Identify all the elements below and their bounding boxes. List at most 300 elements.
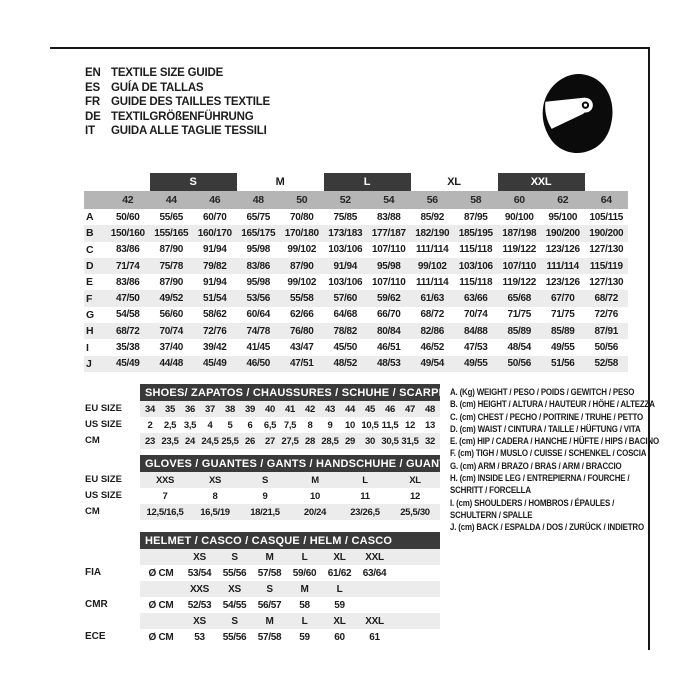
- shoes-eu-value: 46: [385, 403, 395, 415]
- language-code: EN: [85, 67, 101, 79]
- measure-value: 123/126: [545, 244, 580, 256]
- row-letter: E: [86, 276, 93, 289]
- shoes-cm-value: 30: [365, 435, 375, 447]
- main-size-table: [84, 172, 628, 372]
- shoes-us-value: 6,5: [263, 419, 277, 431]
- helmet-value: 55/56: [222, 567, 247, 579]
- measure-value: 90/100: [504, 211, 534, 223]
- language-title: GUIDA ALLE TAGLIE TESSILI: [111, 125, 267, 138]
- measure-value: 182/190: [415, 227, 450, 239]
- gloves-us-value: 8: [212, 490, 218, 502]
- cert-label-ece: ECE: [85, 631, 106, 642]
- size-group-s: S: [150, 173, 237, 191]
- measure-value: 85/92: [420, 211, 445, 223]
- shoes-cm-value: 27,5: [281, 435, 299, 447]
- measure-value: 83/86: [115, 276, 140, 288]
- helmet-value: 53: [194, 631, 205, 643]
- helmet-value: 59/60: [292, 567, 317, 579]
- shoes-cm-value: 30,5: [381, 435, 399, 447]
- size-col-54: 54: [383, 194, 395, 206]
- measure-row-g: [84, 307, 628, 323]
- measure-value: 115/118: [459, 276, 493, 288]
- measure-value: 58/62: [202, 309, 227, 321]
- measure-value: 50/56: [507, 358, 532, 370]
- shoes-eu-row: [140, 401, 440, 417]
- helmet-table: [140, 532, 440, 645]
- shoes-us-value: 2: [147, 419, 153, 431]
- measure-value: 107/110: [502, 260, 536, 272]
- measure-value: 51/54: [202, 293, 227, 305]
- size-group-row: [84, 172, 628, 191]
- helmet-size-row-cmr: [140, 581, 440, 597]
- measure-value: 45/49: [202, 358, 227, 370]
- gloves-us-value: 7: [162, 490, 168, 502]
- helmet-value: 57/58: [257, 567, 282, 579]
- shoes-cm-value: 24: [185, 435, 195, 447]
- measure-value: 46/51: [376, 342, 401, 354]
- language-code: IT: [85, 125, 95, 138]
- measure-value: 75/78: [159, 260, 184, 272]
- cm-label: CM: [85, 506, 100, 517]
- measure-value: 75/85: [333, 211, 358, 223]
- measure-value: 50/56: [594, 342, 619, 354]
- measure-value: 111/114: [416, 276, 449, 288]
- measure-row-f: [84, 290, 628, 306]
- shoes-us-row: [140, 417, 440, 433]
- shoes-cm-value: 28: [305, 435, 315, 447]
- helmet-size: XL: [333, 615, 346, 627]
- language-row-fr: [85, 95, 270, 110]
- measure-value: 74/78: [246, 325, 271, 337]
- measure-row-h: [84, 323, 628, 339]
- gloves-us-value: 12: [410, 490, 420, 502]
- measure-value: 87/90: [159, 244, 184, 256]
- measure-value: 70/74: [159, 325, 184, 337]
- measure-value: 50/60: [115, 211, 140, 223]
- size-col-58: 58: [470, 194, 482, 206]
- shoes-eu-value: 40: [265, 403, 275, 415]
- row-letter: F: [86, 292, 93, 305]
- language-row-en: [85, 66, 270, 81]
- measure-value: 155/165: [154, 227, 189, 239]
- measure-value: 119/122: [502, 244, 536, 256]
- size-col-46: 46: [209, 194, 221, 206]
- us-size-label: US SIZE: [85, 419, 122, 430]
- helmet-size-row-fia: [140, 549, 440, 565]
- measure-value: 56/60: [159, 309, 184, 321]
- gloves-cm-value: 16,5/19: [200, 506, 230, 518]
- measure-value: 61/63: [420, 293, 445, 305]
- legend-item-e: E. (cm) HIP / CADERA / HANCHE / HÜFTE / HIPS / BACINO: [450, 436, 659, 447]
- measurement-legend: [450, 386, 661, 534]
- measure-value: 66/70: [376, 309, 401, 321]
- helmet-header-bar: HELMET / CASCO / CASQUE / HELM / CASCO: [140, 532, 440, 549]
- shoes-eu-value: 48: [425, 403, 435, 415]
- measure-value: 45/49: [115, 358, 140, 370]
- gloves-eu-value: S: [261, 474, 269, 486]
- measure-value: 49/55: [463, 358, 488, 370]
- measure-value: 115/118: [459, 244, 493, 256]
- gloves-us-value: 10: [310, 490, 320, 502]
- diameter-cm-label: Ø CM: [148, 599, 174, 611]
- measure-value: 107/110: [372, 276, 406, 288]
- measure-value: 76/80: [289, 325, 314, 337]
- measure-value: 48/54: [507, 342, 532, 354]
- size-col-48: 48: [252, 194, 264, 206]
- helmet-size: S: [231, 615, 238, 627]
- helmet-size: L: [336, 583, 343, 595]
- helmet-value: 63/64: [362, 567, 387, 579]
- measure-value: 68/72: [420, 309, 445, 321]
- shoes-eu-value: 37: [205, 403, 215, 415]
- language-code: DE: [85, 110, 101, 123]
- helmet-value-row-ece: [140, 629, 440, 645]
- shoes-cm-value: 25,5: [221, 435, 239, 447]
- legend-item-h: H. (cm) INSIDE LEG / ENTREPIERNA / FOURCHE / SCHRITT / FORCELLA: [450, 473, 630, 496]
- size-group-xxl: XXL: [498, 173, 585, 191]
- measure-value: 67/70: [550, 293, 575, 305]
- measure-value: 53/56: [246, 293, 271, 305]
- size-col-50: 50: [296, 194, 308, 206]
- cert-label-cmr: CMR: [85, 599, 108, 610]
- measure-value: 173/183: [328, 227, 363, 239]
- helmet-size: XS: [228, 583, 241, 595]
- measure-value: 83/86: [246, 260, 271, 272]
- cert-label-fia: FIA: [85, 567, 102, 578]
- measure-value: 47/53: [463, 342, 488, 354]
- helmet-value: 52/53: [187, 599, 212, 611]
- measure-value: 103/106: [328, 244, 363, 256]
- shoes-cm-value: 27: [265, 435, 275, 447]
- diameter-cm-label: Ø CM: [148, 631, 174, 643]
- shoes-cm-value: 28,5: [321, 435, 339, 447]
- helmet-value: 56/57: [257, 599, 282, 611]
- size-group-m: M: [275, 175, 285, 188]
- measure-row-i: [84, 339, 628, 355]
- size-col-42: 42: [122, 194, 134, 206]
- shoes-us-value: 10,5: [361, 419, 379, 431]
- shoes-eu-value: 41: [285, 403, 295, 415]
- gloves-cm-value: 18/21,5: [250, 506, 280, 518]
- measure-value: 91/94: [333, 260, 358, 272]
- size-group-l: L: [324, 173, 411, 191]
- row-letter: B: [86, 227, 94, 240]
- measure-value: 190/200: [545, 227, 580, 239]
- measure-value: 47/50: [115, 293, 140, 305]
- language-title: TEXTILE SIZE GUIDE: [111, 67, 224, 79]
- measure-value: 87/95: [463, 211, 488, 223]
- shoes-eu-value: 35: [165, 403, 175, 415]
- shoes-us-value: 11,5: [381, 419, 399, 431]
- helmet-size-row-ece: [140, 613, 440, 629]
- language-code: FR: [85, 96, 100, 109]
- size-col-64: 64: [600, 194, 612, 206]
- shoes-eu-value: 43: [325, 403, 335, 415]
- measure-row-b: [84, 225, 628, 241]
- measure-value: 190/200: [589, 227, 624, 239]
- measure-value: 46/50: [246, 358, 271, 370]
- size-col-62: 62: [557, 194, 569, 206]
- us-size-label: US SIZE: [85, 490, 122, 501]
- shoes-us-value: 9: [327, 419, 333, 431]
- helmet-value: 61/62: [327, 567, 352, 579]
- measure-value: 187/198: [502, 227, 537, 239]
- measure-row-a: [84, 209, 628, 225]
- row-letter: C: [86, 243, 94, 256]
- measure-value: 105/115: [589, 211, 623, 223]
- language-title: GUÍA DE TALLAS: [111, 81, 204, 94]
- measure-value: 41/45: [246, 342, 271, 354]
- measure-value: 111/114: [546, 260, 579, 272]
- measure-value: 185/195: [458, 227, 493, 239]
- helmet-size: XS: [193, 615, 206, 627]
- diameter-cm-label: Ø CM: [148, 567, 174, 579]
- row-letter: I: [86, 341, 89, 354]
- measure-value: 83/86: [115, 244, 140, 256]
- measure-value: 107/110: [372, 244, 406, 256]
- measure-value: 65/68: [507, 293, 532, 305]
- shoes-us-value: 8: [307, 419, 313, 431]
- helmet-value-row-fia: [140, 565, 440, 581]
- helmet-size: S: [231, 551, 238, 563]
- measure-value: 127/130: [589, 244, 624, 256]
- gloves-eu-value: M: [311, 474, 319, 486]
- measure-value: 99/102: [417, 260, 447, 272]
- legend-item-i: I. (cm) SHOULDERS / HOMBROS / ÉPAULES / SCHULTERN / SPALLE: [450, 497, 615, 520]
- helmet-icon: [536, 70, 618, 160]
- measure-value: 103/106: [458, 260, 493, 272]
- helmet-value: 59: [334, 599, 345, 611]
- gloves-eu-value: L: [362, 474, 368, 486]
- measure-value: 87/91: [594, 325, 619, 337]
- measure-value: 46/52: [420, 342, 445, 354]
- measure-value: 55/65: [159, 211, 184, 223]
- measure-value: 39/42: [202, 342, 227, 354]
- shoes-us-value: 7,5: [283, 419, 297, 431]
- language-title: GUIDE DES TAILLES TEXTILE: [111, 96, 270, 109]
- helmet-size: L: [301, 551, 308, 563]
- measure-value: 68/72: [594, 293, 619, 305]
- measure-value: 72/76: [594, 309, 619, 321]
- helmet-value: 54/55: [222, 599, 247, 611]
- helmet-value: 61: [369, 631, 380, 643]
- measure-rows: [84, 209, 628, 372]
- measure-value: 52/58: [594, 358, 619, 370]
- gloves-cm-row: [140, 504, 440, 520]
- shoes-us-value: 2,5: [163, 419, 177, 431]
- legend-item-j: J. (cm) BACK / ESPALDA / DOS / ZURÜCK / INDIETRO: [450, 522, 644, 533]
- shoes-eu-value: 36: [185, 403, 195, 415]
- measure-value: 60/64: [246, 309, 271, 321]
- measure-value: 71/74: [115, 260, 140, 272]
- shoes-cm-value: 31,5: [401, 435, 419, 447]
- measure-value: 37/40: [159, 342, 184, 354]
- measure-value: 54/58: [115, 309, 140, 321]
- measure-value: 95/98: [246, 276, 271, 288]
- measure-value: 99/102: [287, 276, 317, 288]
- gloves-us-value: 11: [360, 490, 370, 502]
- shoes-us-value: 5: [227, 419, 233, 431]
- measure-value: 115/119: [589, 260, 623, 272]
- measure-value: 57/60: [333, 293, 358, 305]
- measure-value: 85/89: [550, 325, 575, 337]
- shoes-cm-value: 23,5: [161, 435, 179, 447]
- helmet-size: XXS: [189, 583, 210, 595]
- helmet-value: 59: [299, 631, 310, 643]
- cm-label: CM: [85, 435, 100, 446]
- legend-item-a: A. (Kg) WEIGHT / PESO / POIDS / GEWITCH / PESO: [450, 387, 635, 397]
- shoes-eu-value: 44: [345, 403, 355, 415]
- size-col-44: 44: [165, 194, 177, 206]
- gloves-eu-row: [140, 472, 440, 488]
- helmet-cert-labels: [85, 565, 137, 661]
- measure-value: 91/94: [202, 276, 227, 288]
- helmet-size: M: [265, 551, 274, 563]
- language-title: TEXTILGRÖßENFÜHRUNG: [111, 110, 254, 123]
- shoes-us-value: 10: [345, 419, 355, 431]
- measure-value: 72/76: [202, 325, 227, 337]
- gloves-eu-value: XXS: [155, 474, 175, 486]
- gloves-eu-value: XS: [208, 474, 222, 486]
- measure-value: 59/62: [376, 293, 401, 305]
- gloves-table: [140, 455, 450, 520]
- shoes-eu-value: 39: [245, 403, 255, 415]
- measure-value: 62/66: [289, 309, 314, 321]
- row-letter: G: [86, 308, 94, 321]
- legend-item-c: C. (cm) CHEST / PECHO / POITRINE / TRUHE / PETTO: [450, 411, 643, 422]
- helmet-size: S: [266, 583, 273, 595]
- shoes-cm-value: 24,5: [201, 435, 219, 447]
- measure-value: 123/126: [545, 276, 580, 288]
- measure-value: 103/106: [328, 276, 363, 288]
- row-letter: J: [86, 357, 92, 370]
- helmet-value: 57/58: [257, 631, 282, 643]
- measure-value: 85/89: [507, 325, 532, 337]
- measure-value: 83/88: [376, 211, 401, 223]
- shoes-table: [140, 384, 447, 449]
- helmet-size: XL: [333, 551, 346, 563]
- helmet-value: 53/54: [187, 567, 212, 579]
- gloves-header-bar: GLOVES / GUANTES / GANTS / HANDSCHUHE / GUANTI: [140, 455, 440, 472]
- gloves-row-labels: [85, 472, 137, 520]
- measure-value: 55/58: [289, 293, 314, 305]
- measure-value: 80/84: [376, 325, 401, 337]
- measure-value: 48/52: [333, 358, 358, 370]
- shoes-eu-value: 38: [225, 403, 235, 415]
- measure-value: 87/90: [289, 260, 314, 272]
- helmet-size: XXL: [365, 551, 384, 563]
- gloves-rows: [140, 472, 440, 520]
- shoes-us-value: 4: [207, 419, 213, 431]
- measure-value: 71/75: [550, 309, 575, 321]
- helmet-value: 55/56: [222, 631, 247, 643]
- measure-value: 63/66: [463, 293, 488, 305]
- measure-row-j: [84, 356, 628, 372]
- measure-value: 71/75: [507, 309, 532, 321]
- measure-value: 47/51: [289, 358, 314, 370]
- measure-value: 78/82: [333, 325, 358, 337]
- size-group-xl: XL: [447, 175, 461, 188]
- shoes-us-value: 12: [405, 419, 415, 431]
- shoes-us-value: 13: [425, 419, 435, 431]
- shoes-eu-value: 45: [365, 403, 375, 415]
- gloves-us-value: 9: [262, 490, 268, 502]
- measure-value: 79/82: [202, 260, 227, 272]
- measure-value: 91/94: [202, 244, 227, 256]
- measure-value: 70/74: [463, 309, 488, 321]
- shoes-rows: [140, 401, 440, 449]
- measure-row-d: [84, 258, 628, 274]
- measure-value: 51/56: [550, 358, 575, 370]
- eu-size-label: EU SIZE: [85, 474, 122, 485]
- legend-item-g: G. (cm) ARM / BRAZO / BRAS / ARM / BRACCIO: [450, 460, 622, 471]
- size-number-row: [84, 191, 628, 209]
- measure-value: 95/100: [548, 211, 578, 223]
- measure-value: 150/160: [110, 227, 145, 239]
- shoes-cm-value: 32: [425, 435, 435, 447]
- measure-row-c: [84, 242, 628, 258]
- measure-value: 160/170: [197, 227, 232, 239]
- helmet-size: L: [301, 615, 308, 627]
- helmet-value-row-cmr: [140, 597, 440, 613]
- shoes-eu-value: 34: [145, 403, 155, 415]
- measure-value: 127/130: [589, 276, 624, 288]
- eu-size-label: EU SIZE: [85, 403, 122, 414]
- measure-value: 49/52: [159, 293, 184, 305]
- row-letter: H: [86, 325, 94, 338]
- measure-value: 170/180: [284, 227, 319, 239]
- legend-item-d: D. (cm) WAIST / CINTURA / TAILLE / HÜFTUNG / VITA: [450, 423, 641, 434]
- measure-value: 49/54: [420, 358, 445, 370]
- helmet-size: M: [265, 615, 274, 627]
- shoes-cm-value: 26: [245, 435, 255, 447]
- measure-value: 48/53: [376, 358, 401, 370]
- measure-value: 43/47: [289, 342, 314, 354]
- gloves-us-row: [140, 488, 440, 504]
- measure-value: 87/90: [159, 276, 184, 288]
- language-row-es: [85, 81, 270, 96]
- measure-value: 119/122: [502, 276, 536, 288]
- size-col-56: 56: [426, 194, 438, 206]
- measure-value: 99/102: [287, 244, 317, 256]
- measure-value: 82/86: [420, 325, 445, 337]
- shoes-us-value: 3,5: [183, 419, 197, 431]
- size-col-52: 52: [339, 194, 351, 206]
- shoes-row-labels: [85, 401, 137, 449]
- helmet-size: XXL: [365, 615, 384, 627]
- helmet-value: 60: [334, 631, 345, 643]
- helmet-rows: [140, 549, 440, 645]
- measure-value: 44/48: [159, 358, 184, 370]
- shoes-cm-row: [140, 433, 440, 449]
- measure-value: 65/75: [246, 211, 271, 223]
- size-col-60: 60: [513, 194, 525, 206]
- gloves-cm-value: 12,5/16,5: [146, 506, 184, 518]
- gloves-cm-value: 25,5/30: [400, 506, 430, 518]
- language-title-block: [85, 66, 270, 139]
- measure-value: 95/98: [376, 260, 401, 272]
- legend-item-b: B. (cm) HEIGHT / ALTURA / HAUTEUR / HÖHE / ALTEZZA: [450, 399, 655, 410]
- measure-value: 60/70: [202, 211, 227, 223]
- measure-value: 64/68: [333, 309, 358, 321]
- helmet-size: XS: [193, 551, 206, 563]
- measure-value: 49/55: [550, 342, 575, 354]
- shoes-eu-value: 47: [405, 403, 415, 415]
- measure-value: 45/50: [333, 342, 358, 354]
- row-letter: D: [86, 260, 94, 273]
- gloves-cm-value: 23/26,5: [350, 506, 380, 518]
- measure-value: 70/80: [289, 211, 314, 223]
